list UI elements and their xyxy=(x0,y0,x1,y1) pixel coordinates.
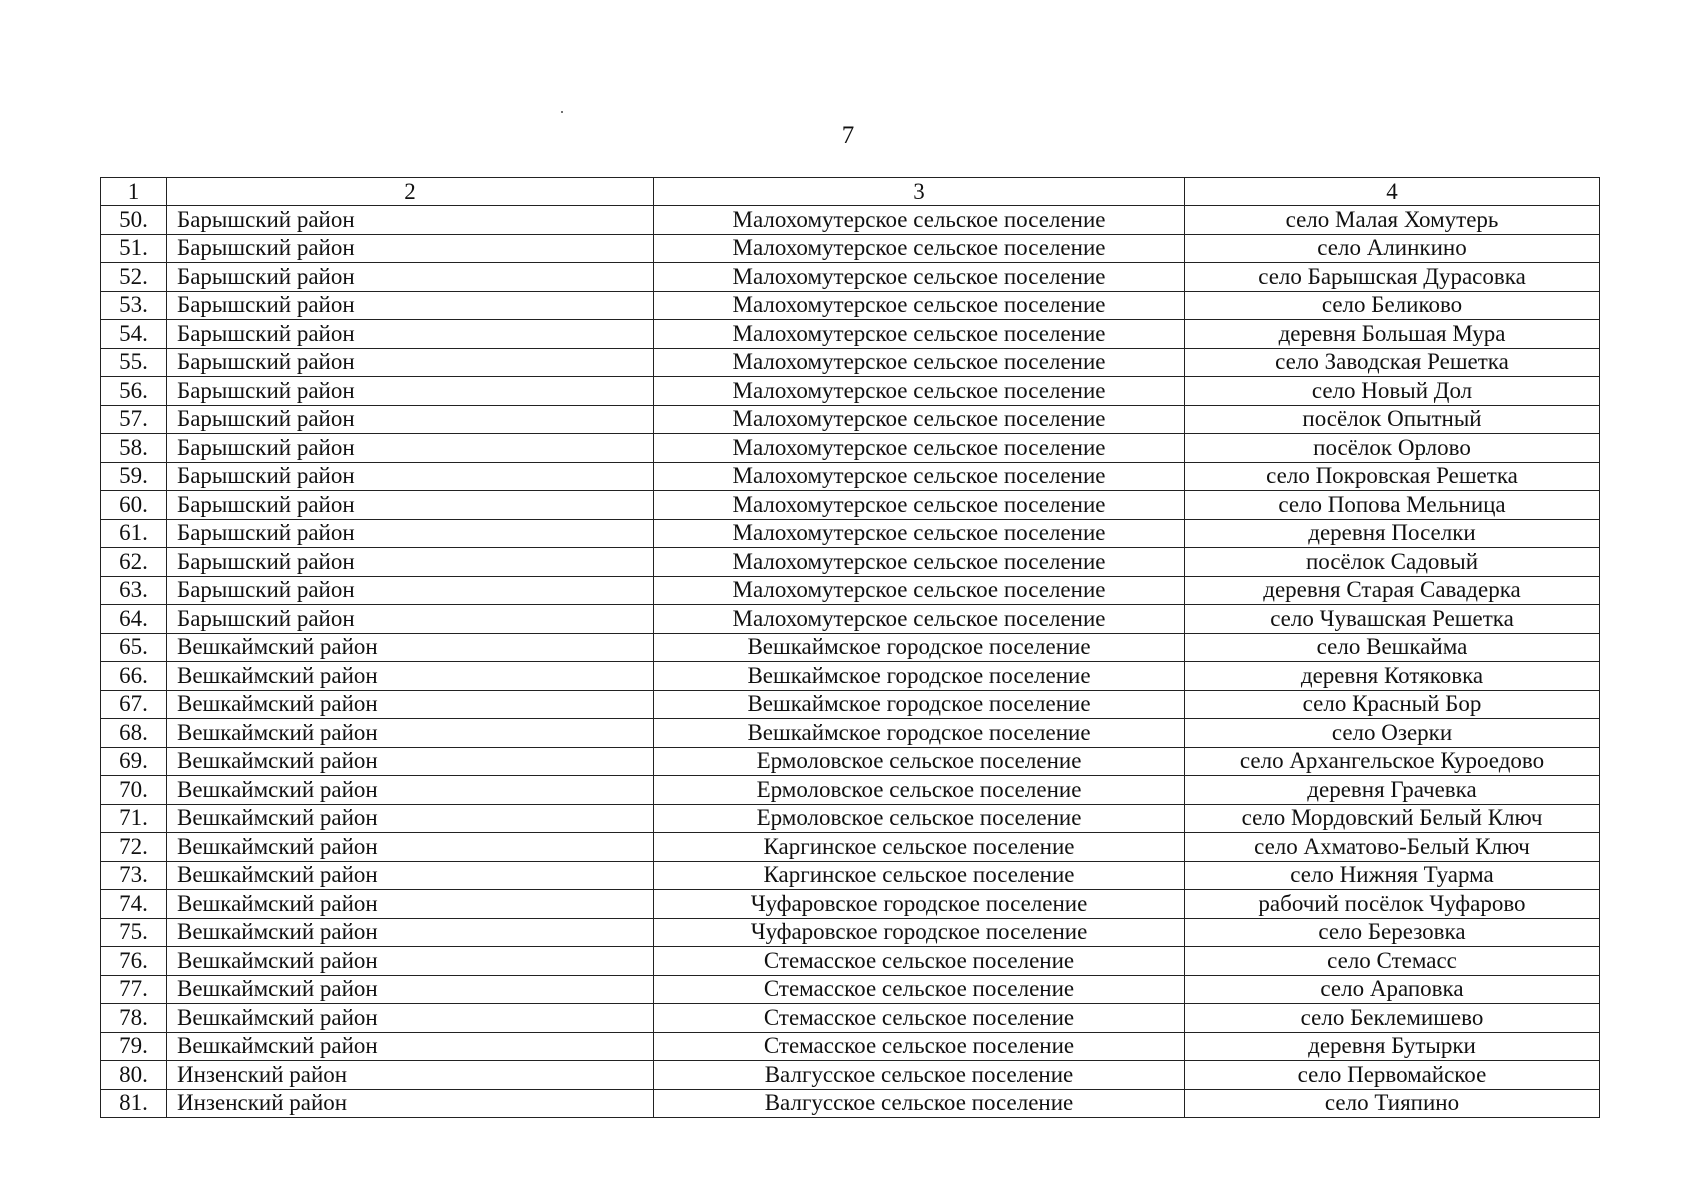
header-row xyxy=(101,178,1600,206)
locality-cell: село Березовка xyxy=(1185,918,1600,947)
locality-cell: село Архангельское Куроедово xyxy=(1185,747,1600,776)
table-row xyxy=(101,861,1600,890)
settlement-cell: Чуфаровское городское поселение xyxy=(654,890,1185,919)
settlement-cell: Каргинское сельское поселение xyxy=(654,861,1185,890)
locality-cell: село Нижняя Туарма xyxy=(1185,861,1600,890)
district-cell: Барышский район xyxy=(167,519,654,548)
locality-cell: село Беклемишево xyxy=(1185,1004,1600,1033)
settlement-cell: Малохомутерское сельское поселение xyxy=(654,263,1185,292)
table-row xyxy=(101,633,1600,662)
locality-cell: село Беликово xyxy=(1185,291,1600,320)
district-cell: Барышский район xyxy=(167,548,654,577)
row-number-cell: 77. xyxy=(101,975,167,1004)
locality-cell: деревня Бутырки xyxy=(1185,1032,1600,1061)
row-number-cell: 67. xyxy=(101,690,167,719)
row-number-cell: 74. xyxy=(101,890,167,919)
settlement-cell: Вешкаймское городское поселение xyxy=(654,719,1185,748)
row-number-cell: 60. xyxy=(101,491,167,520)
row-number-cell: 75. xyxy=(101,918,167,947)
row-number-cell: 65. xyxy=(101,633,167,662)
row-number-cell: 59. xyxy=(101,462,167,491)
table-row xyxy=(101,747,1600,776)
settlement-cell: Стемасское сельское поселение xyxy=(654,1004,1185,1033)
row-number-cell: 68. xyxy=(101,719,167,748)
district-cell: Вешкаймский район xyxy=(167,719,654,748)
locality-cell: посёлок Орлово xyxy=(1185,434,1600,463)
locality-cell: деревня Поселки xyxy=(1185,519,1600,548)
row-number-cell: 64. xyxy=(101,605,167,634)
table-row xyxy=(101,491,1600,520)
row-number-cell: 52. xyxy=(101,263,167,292)
row-number-cell: 62. xyxy=(101,548,167,577)
table-row xyxy=(101,776,1600,805)
table-row xyxy=(101,434,1600,463)
table-row xyxy=(101,263,1600,292)
row-number-cell: 72. xyxy=(101,833,167,862)
table-row xyxy=(101,576,1600,605)
district-cell: Барышский район xyxy=(167,206,654,235)
settlement-cell: Каргинское сельское поселение xyxy=(654,833,1185,862)
district-cell: Инзенский район xyxy=(167,1089,654,1118)
locality-cell: село Первомайское xyxy=(1185,1061,1600,1090)
settlement-cell: Стемасское сельское поселение xyxy=(654,1032,1185,1061)
settlements-table xyxy=(100,177,1600,1118)
table-row xyxy=(101,1089,1600,1118)
district-cell: Инзенский район xyxy=(167,1061,654,1090)
district-cell: Вешкаймский район xyxy=(167,918,654,947)
row-number-cell: 58. xyxy=(101,434,167,463)
settlement-cell: Малохомутерское сельское поселение xyxy=(654,491,1185,520)
row-number-cell: 80. xyxy=(101,1061,167,1090)
settlement-cell: Малохомутерское сельское поселение xyxy=(654,234,1185,263)
district-cell: Барышский район xyxy=(167,377,654,406)
district-cell: Барышский район xyxy=(167,263,654,292)
district-cell: Барышский район xyxy=(167,320,654,349)
locality-cell: село Стемасс xyxy=(1185,947,1600,976)
locality-cell: село Покровская Решетка xyxy=(1185,462,1600,491)
table-row xyxy=(101,234,1600,263)
header-cell-3: 3 xyxy=(654,178,1185,206)
settlement-cell: Чуфаровское городское поселение xyxy=(654,918,1185,947)
district-cell: Вешкаймский район xyxy=(167,690,654,719)
settlement-cell: Малохомутерское сельское поселение xyxy=(654,377,1185,406)
locality-cell: село Малая Хомутерь xyxy=(1185,206,1600,235)
district-cell: Вешкаймский район xyxy=(167,804,654,833)
district-cell: Вешкаймский район xyxy=(167,975,654,1004)
settlement-cell: Валгусское сельское поселение xyxy=(654,1089,1185,1118)
district-cell: Вешкаймский район xyxy=(167,776,654,805)
settlement-cell: Малохомутерское сельское поселение xyxy=(654,206,1185,235)
district-cell: Барышский район xyxy=(167,576,654,605)
scan-speck xyxy=(561,111,563,113)
district-cell: Барышский район xyxy=(167,348,654,377)
locality-cell: село Попова Мельница xyxy=(1185,491,1600,520)
row-number-cell: 66. xyxy=(101,662,167,691)
district-cell: Вешкаймский район xyxy=(167,747,654,776)
table-row xyxy=(101,662,1600,691)
district-cell: Барышский район xyxy=(167,434,654,463)
settlement-cell: Малохомутерское сельское поселение xyxy=(654,405,1185,434)
page-number: 7 xyxy=(841,122,855,149)
locality-cell: село Чувашская Решетка xyxy=(1185,605,1600,634)
settlement-cell: Ермоловское сельское поселение xyxy=(654,747,1185,776)
locality-cell: посёлок Садовый xyxy=(1185,548,1600,577)
locality-cell: деревня Старая Савадерка xyxy=(1185,576,1600,605)
table-row xyxy=(101,462,1600,491)
table-row xyxy=(101,1061,1600,1090)
table-row xyxy=(101,719,1600,748)
table-row xyxy=(101,377,1600,406)
locality-cell: село Алинкино xyxy=(1185,234,1600,263)
header-cell-4: 4 xyxy=(1185,178,1600,206)
district-cell: Вешкаймский район xyxy=(167,633,654,662)
locality-cell: деревня Котяковка xyxy=(1185,662,1600,691)
settlement-cell: Вешкаймское городское поселение xyxy=(654,690,1185,719)
settlement-cell: Стемасское сельское поселение xyxy=(654,947,1185,976)
settlement-cell: Малохомутерское сельское поселение xyxy=(654,462,1185,491)
district-cell: Барышский район xyxy=(167,491,654,520)
locality-cell: деревня Грачевка xyxy=(1185,776,1600,805)
settlement-cell: Стемасское сельское поселение xyxy=(654,975,1185,1004)
table-row xyxy=(101,605,1600,634)
row-number-cell: 79. xyxy=(101,1032,167,1061)
row-number-cell: 81. xyxy=(101,1089,167,1118)
district-cell: Барышский район xyxy=(167,605,654,634)
settlement-cell: Малохомутерское сельское поселение xyxy=(654,548,1185,577)
settlement-cell: Валгусское сельское поселение xyxy=(654,1061,1185,1090)
row-number-cell: 69. xyxy=(101,747,167,776)
table-row xyxy=(101,1032,1600,1061)
district-cell: Вешкаймский район xyxy=(167,1004,654,1033)
table-row xyxy=(101,320,1600,349)
table-row xyxy=(101,348,1600,377)
table-row xyxy=(101,947,1600,976)
locality-cell: село Заводская Решетка xyxy=(1185,348,1600,377)
table-row xyxy=(101,833,1600,862)
row-number-cell: 56. xyxy=(101,377,167,406)
table-row xyxy=(101,1004,1600,1033)
table-row xyxy=(101,890,1600,919)
row-number-cell: 76. xyxy=(101,947,167,976)
table-row xyxy=(101,690,1600,719)
settlement-cell: Малохомутерское сельское поселение xyxy=(654,605,1185,634)
locality-cell: рабочий посёлок Чуфарово xyxy=(1185,890,1600,919)
settlement-cell: Ермоловское сельское поселение xyxy=(654,804,1185,833)
table-row xyxy=(101,548,1600,577)
locality-cell: село Вешкайма xyxy=(1185,633,1600,662)
row-number-cell: 61. xyxy=(101,519,167,548)
settlements-table-container xyxy=(100,177,1596,1118)
row-number-cell: 55. xyxy=(101,348,167,377)
district-cell: Вешкаймский район xyxy=(167,662,654,691)
header-cell-1: 1 xyxy=(101,178,167,206)
district-cell: Вешкаймский район xyxy=(167,833,654,862)
table-row xyxy=(101,206,1600,235)
district-cell: Барышский район xyxy=(167,234,654,263)
settlement-cell: Малохомутерское сельское поселение xyxy=(654,320,1185,349)
table-row xyxy=(101,519,1600,548)
row-number-cell: 73. xyxy=(101,861,167,890)
row-number-cell: 54. xyxy=(101,320,167,349)
district-cell: Вешкаймский район xyxy=(167,861,654,890)
locality-cell: село Красный Бор xyxy=(1185,690,1600,719)
row-number-cell: 57. xyxy=(101,405,167,434)
district-cell: Барышский район xyxy=(167,462,654,491)
district-cell: Барышский район xyxy=(167,291,654,320)
district-cell: Вешкаймский район xyxy=(167,1032,654,1061)
table-row xyxy=(101,291,1600,320)
locality-cell: село Араповка xyxy=(1185,975,1600,1004)
row-number-cell: 71. xyxy=(101,804,167,833)
table-row xyxy=(101,405,1600,434)
table-row xyxy=(101,975,1600,1004)
locality-cell: посёлок Опытный xyxy=(1185,405,1600,434)
row-number-cell: 70. xyxy=(101,776,167,805)
district-cell: Вешкаймский район xyxy=(167,890,654,919)
row-number-cell: 53. xyxy=(101,291,167,320)
locality-cell: село Барышская Дурасовка xyxy=(1185,263,1600,292)
header-cell-2: 2 xyxy=(167,178,654,206)
table-header xyxy=(101,178,1600,206)
locality-cell: село Мордовский Белый Ключ xyxy=(1185,804,1600,833)
locality-cell: село Ахматово-Белый Ключ xyxy=(1185,833,1600,862)
settlement-cell: Вешкаймское городское поселение xyxy=(654,633,1185,662)
settlement-cell: Малохомутерское сельское поселение xyxy=(654,291,1185,320)
locality-cell: село Тияпино xyxy=(1185,1089,1600,1118)
locality-cell: село Озерки xyxy=(1185,719,1600,748)
settlement-cell: Вешкаймское городское поселение xyxy=(654,662,1185,691)
settlement-cell: Малохомутерское сельское поселение xyxy=(654,434,1185,463)
district-cell: Вешкаймский район xyxy=(167,947,654,976)
settlement-cell: Малохомутерское сельское поселение xyxy=(654,519,1185,548)
row-number-cell: 78. xyxy=(101,1004,167,1033)
row-number-cell: 63. xyxy=(101,576,167,605)
settlement-cell: Ермоловское сельское поселение xyxy=(654,776,1185,805)
table-row xyxy=(101,804,1600,833)
district-cell: Барышский район xyxy=(167,405,654,434)
table-row xyxy=(101,918,1600,947)
row-number-cell: 50. xyxy=(101,206,167,235)
settlement-cell: Малохомутерское сельское поселение xyxy=(654,348,1185,377)
row-number-cell: 51. xyxy=(101,234,167,263)
settlement-cell: Малохомутерское сельское поселение xyxy=(654,576,1185,605)
locality-cell: село Новый Дол xyxy=(1185,377,1600,406)
locality-cell: деревня Большая Мура xyxy=(1185,320,1600,349)
table-body xyxy=(101,206,1600,1118)
